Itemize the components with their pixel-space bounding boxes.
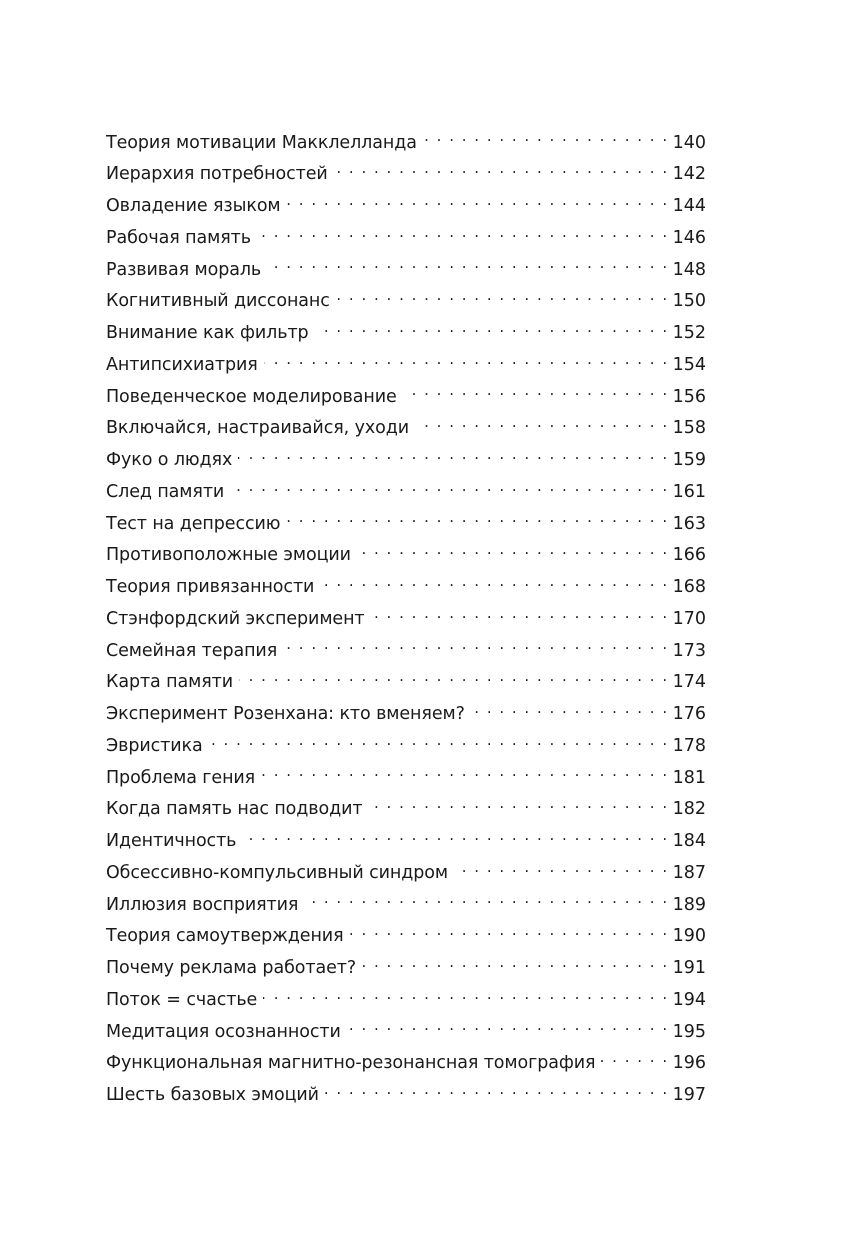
toc-entry-title: Стэнфордский эксперимент — [106, 608, 365, 629]
dot-leader — [362, 956, 669, 974]
toc-entry — [106, 321, 706, 353]
dot-leader — [263, 987, 668, 1005]
toc-entry-title: Тест на депрессию — [106, 513, 281, 534]
toc-entry-title: Карта памяти — [106, 672, 233, 693]
toc-entry-title: След памяти — [106, 481, 225, 502]
dot-leader — [601, 1051, 668, 1069]
toc-entry-title: Внимание как фильтр — [106, 323, 309, 343]
toc-entry-title: Развивая мораль — [106, 259, 262, 280]
toc-entry-title: Овладение языком — [106, 196, 281, 216]
toc-entry — [106, 511, 706, 543]
toc-entry-page-number: 176 — [672, 704, 706, 724]
toc-entry-title: Почему реклама работает? — [106, 958, 357, 978]
dot-leader — [415, 416, 669, 434]
dot-leader — [357, 543, 669, 561]
dot-leader — [283, 638, 668, 656]
toc-entry — [106, 162, 706, 194]
dot-leader — [454, 860, 669, 878]
toc-entry-page-number: 178 — [672, 735, 706, 756]
dot-leader — [209, 733, 669, 751]
dot-leader — [368, 797, 668, 815]
toc-entry — [106, 194, 706, 226]
toc-entry-page-number: 158 — [672, 418, 706, 439]
dot-leader — [261, 765, 668, 783]
toc-entry-title: Эксперимент Розенхана: кто вменяем? — [106, 704, 465, 724]
toc-entry-title: Теория мотивации Макклелланда — [106, 132, 417, 153]
dot-leader — [304, 892, 668, 910]
dot-leader — [315, 321, 669, 339]
toc-entry-page-number: 152 — [672, 323, 706, 343]
toc-entry-page-number: 168 — [672, 577, 706, 597]
dot-leader — [334, 162, 669, 180]
toc-entry-page-number: 184 — [672, 831, 706, 851]
toc-entry — [106, 765, 706, 797]
toc-entry — [106, 575, 706, 607]
dot-leader — [350, 924, 669, 942]
toc-entry — [106, 1019, 706, 1051]
toc-entry-page-number: 190 — [672, 926, 706, 947]
table-of-contents — [106, 130, 706, 1114]
toc-entry-page-number: 196 — [672, 1053, 706, 1074]
toc-entry — [106, 892, 706, 924]
toc-entry-page-number: 156 — [672, 386, 706, 407]
toc-entry-page-number: 174 — [672, 672, 706, 693]
toc-entry — [106, 1083, 706, 1115]
toc-entry — [106, 829, 706, 861]
dot-leader — [264, 352, 669, 370]
toc-entry-page-number: 197 — [672, 1085, 706, 1105]
toc-entry-page-number: 163 — [672, 513, 706, 534]
toc-entry-page-number: 195 — [672, 1021, 706, 1042]
toc-entry-title: Шесть базовых эмоций — [106, 1085, 319, 1105]
toc-entry — [106, 448, 706, 480]
toc-entry — [106, 257, 706, 289]
dot-leader — [257, 225, 669, 243]
toc-entry-page-number: 146 — [672, 227, 706, 248]
dot-leader — [267, 257, 668, 275]
dot-leader — [230, 479, 668, 497]
dot-leader — [239, 670, 669, 688]
toc-entry-title: Теория привязанности — [106, 577, 315, 597]
toc-entry — [106, 638, 706, 670]
toc-entry-title: Противоположные эмоции — [106, 545, 351, 566]
toc-entry-title: Семейная терапия — [106, 640, 278, 661]
dot-leader — [325, 1083, 669, 1101]
toc-entry-title: Когда память нас подводит — [106, 799, 363, 820]
dot-leader — [238, 448, 668, 466]
toc-entry-title: Антипсихиатрия — [106, 354, 258, 375]
toc-entry-page-number: 148 — [672, 259, 706, 280]
toc-entry-page-number: 140 — [672, 132, 706, 153]
toc-entry — [106, 860, 706, 892]
toc-entry-title: Фуко о людях — [106, 450, 233, 470]
toc-entry — [106, 130, 706, 162]
toc-entry — [106, 956, 706, 988]
toc-entry — [106, 289, 706, 321]
dot-leader — [403, 384, 669, 402]
toc-entry-title: Функциональная магнитно-резонансная томография — [106, 1053, 596, 1074]
toc-entry-title: Обсессивно-компульсивный синдром — [106, 862, 448, 883]
toc-entry — [106, 702, 706, 734]
toc-entry-page-number: 144 — [672, 196, 706, 216]
toc-entry — [106, 352, 706, 384]
toc-entry-page-number: 173 — [672, 640, 706, 661]
toc-entry-page-number: 191 — [672, 958, 706, 978]
toc-entry — [106, 543, 706, 575]
dot-leader — [423, 130, 669, 148]
toc-entry-title: Включайся, настраивайся, уходи — [106, 418, 409, 439]
dot-leader — [242, 829, 668, 847]
toc-entry-title: Когнитивный диссонанс — [106, 291, 330, 312]
toc-entry — [106, 733, 706, 765]
toc-entry — [106, 606, 706, 638]
toc-entry-title: Теория самоутверждения — [106, 926, 344, 947]
toc-entry — [106, 670, 706, 702]
toc-entry-title: Поток = счастье — [106, 989, 258, 1010]
toc-entry-title: Поведенческое моделирование — [106, 386, 397, 407]
toc-entry-title: Эвристика — [106, 735, 203, 756]
toc-entry-page-number: 181 — [672, 767, 706, 788]
dot-leader — [287, 194, 669, 212]
toc-entry-page-number: 161 — [672, 481, 706, 502]
dot-leader — [471, 702, 669, 720]
toc-entry-page-number: 194 — [672, 989, 706, 1010]
toc-entry-page-number: 154 — [672, 354, 706, 375]
toc-entry — [106, 987, 706, 1019]
toc-entry-title: Проблема гения — [106, 767, 256, 788]
toc-entry-title: Идентичность — [106, 831, 237, 851]
toc-entry — [106, 416, 706, 448]
toc-entry — [106, 225, 706, 257]
toc-entry-page-number: 159 — [672, 450, 706, 470]
dot-leader — [320, 575, 668, 593]
dot-leader — [347, 1019, 669, 1037]
toc-entry-page-number: 170 — [672, 608, 706, 629]
toc-entry-page-number: 166 — [672, 545, 706, 566]
toc-entry-title: Иерархия потребностей — [106, 164, 328, 185]
dot-leader — [371, 606, 669, 624]
toc-entry-page-number: 189 — [672, 894, 706, 915]
toc-entry — [106, 924, 706, 956]
toc-entry-title: Медитация осознанности — [106, 1021, 341, 1042]
toc-entry-page-number: 187 — [672, 862, 706, 883]
toc-entry — [106, 479, 706, 511]
toc-entry-title: Иллюзия восприятия — [106, 894, 299, 915]
dot-leader — [336, 289, 669, 307]
toc-entry-title: Рабочая память — [106, 227, 251, 248]
toc-entry — [106, 797, 706, 829]
toc-entry — [106, 384, 706, 416]
toc-entry — [106, 1051, 706, 1083]
toc-entry-page-number: 142 — [672, 164, 706, 185]
toc-entry-page-number: 182 — [672, 799, 706, 820]
dot-leader — [286, 511, 668, 529]
toc-entry-page-number: 150 — [672, 291, 706, 312]
